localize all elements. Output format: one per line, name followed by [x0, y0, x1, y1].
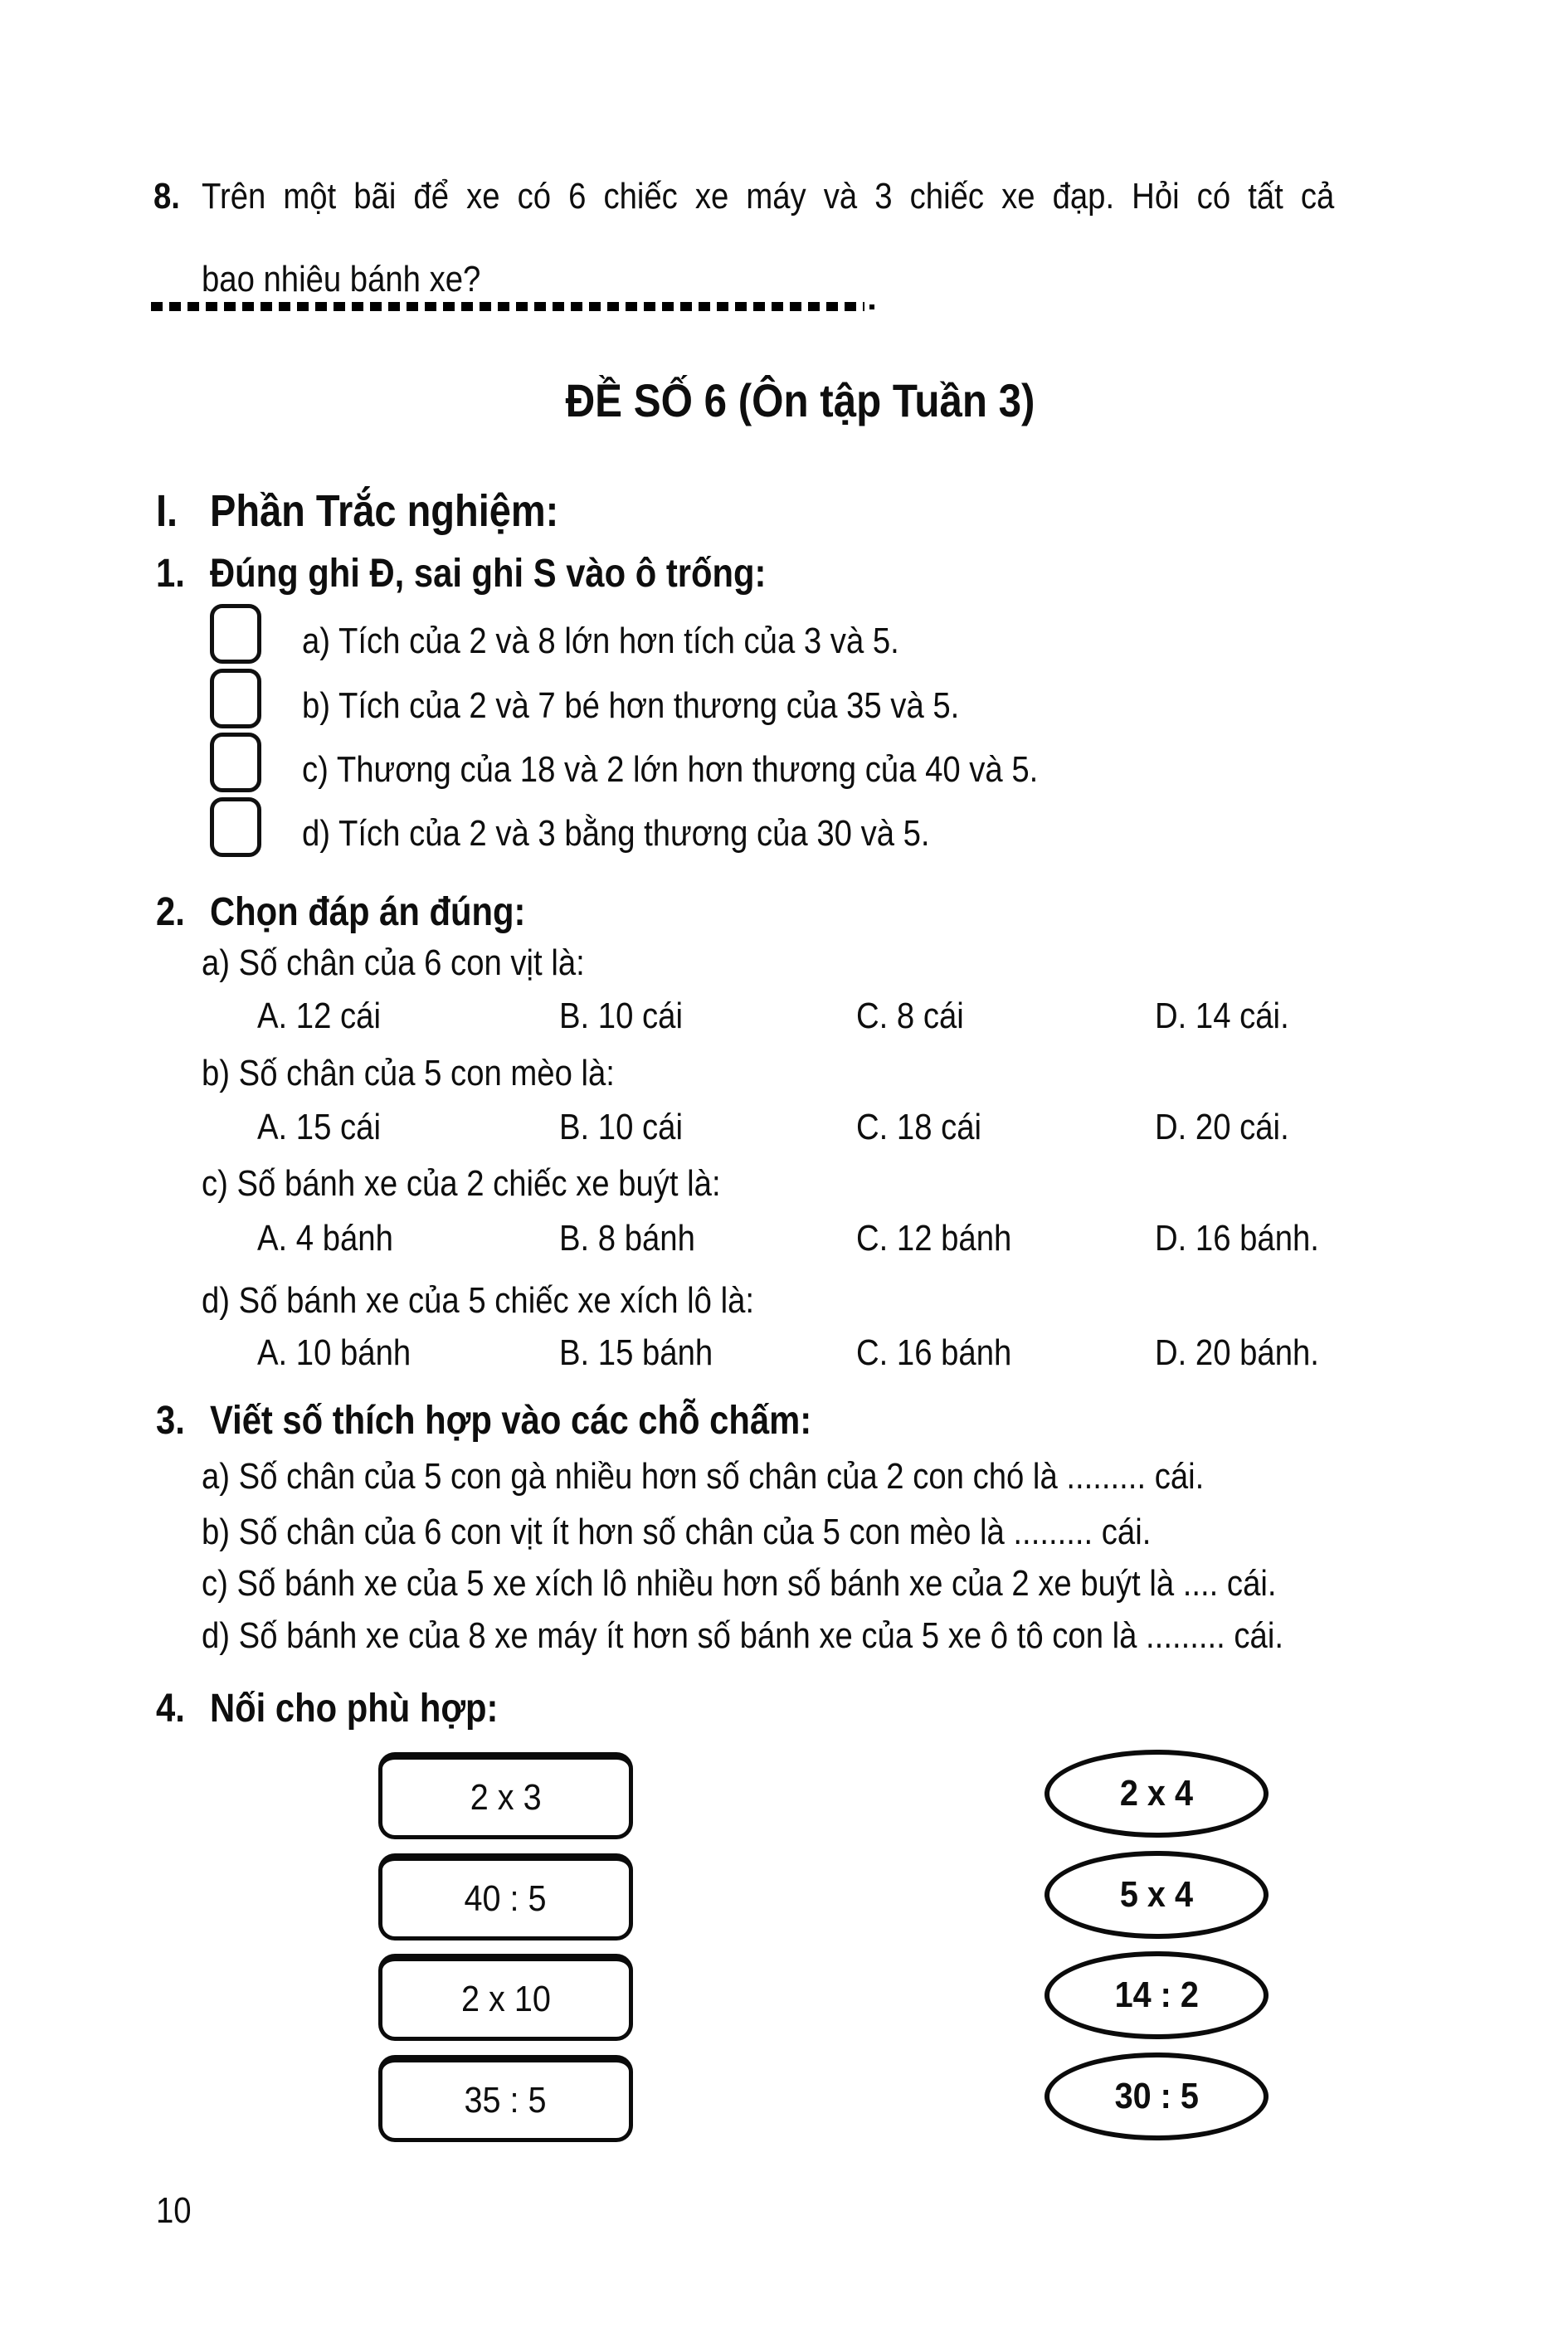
page-number: 10 — [156, 2190, 192, 2231]
q2-prompt-d: d) Số bánh xe của 5 chiếc xe xích lô là: — [202, 1280, 755, 1321]
q4-left-box-1 — [378, 1752, 633, 1839]
q2b-option-C: C. 18 cái — [856, 1107, 982, 1147]
q1-checkbox-c — [210, 733, 261, 792]
q4-left-box-3 — [378, 1954, 633, 2041]
q2a-option-D: D. 14 cái. — [1155, 996, 1289, 1036]
q2-prompt-b: b) Số chân của 5 con mèo là: — [202, 1053, 615, 1093]
q4-right-oval-4-label: 30 : 5 — [1114, 2076, 1199, 2116]
problem8-text-line1: Trên một bãi để xe có 6 chiếc xe máy và 3 chiếc xe đạp. Hỏi có tất cả — [202, 176, 1335, 217]
problem8-number: 8. — [153, 176, 180, 217]
q2d-option-A: A. 10 bánh — [257, 1332, 411, 1373]
q2c-option-A: A. 4 bánh — [257, 1218, 393, 1259]
q2d-option-C: C. 16 bánh — [856, 1332, 1012, 1373]
q4-right-oval-3-label: 14 : 2 — [1114, 1975, 1199, 2015]
q1-heading: Đúng ghi Đ, sai ghi S vào ô trống: — [210, 552, 767, 596]
q3-item-a: a) Số chân của 5 con gà nhiều hơn số chân của 2 con chó là ......... cái. — [202, 1456, 1205, 1497]
page-title-text: ĐỀ SỐ 6 (Ôn tập Tuần 3) — [566, 374, 1035, 426]
q1-checkbox-b — [210, 669, 261, 728]
q3-number: 3. — [156, 1399, 185, 1443]
q4-left-box-4 — [378, 2055, 633, 2142]
q4-left-box-2 — [378, 1853, 633, 1941]
q4-left-box-4-label: 35 : 5 — [464, 2079, 548, 2121]
q2a-option-A: A. 12 cái — [257, 996, 381, 1036]
q4-right-oval-1 — [1045, 1750, 1269, 1838]
q4-left-box-1-label: 2 x 3 — [470, 1776, 542, 1818]
q2b-option-B: B. 10 cái — [559, 1107, 683, 1147]
q1-number: 1. — [156, 552, 185, 596]
q3-item-c: c) Số bánh xe của 5 xe xích lô nhiều hơn số bánh xe của 2 xe buýt là .... cái. — [202, 1563, 1277, 1604]
q2b-option-A: A. 15 cái — [257, 1107, 381, 1147]
q4-right-oval-1-label: 2 x 4 — [1119, 1773, 1194, 1814]
q3-item-d: d) Số bánh xe của 8 xe máy ít hơn số bánh xe của 5 xe ô tô con là ......... cái. — [202, 1615, 1283, 1656]
q4-right-oval-3 — [1045, 1951, 1269, 2039]
q2c-option-C: C. 12 bánh — [856, 1218, 1012, 1259]
q3-heading: Viết số thích hợp vào các chỗ chấm: — [210, 1399, 812, 1443]
q2c-option-B: B. 8 bánh — [559, 1218, 695, 1259]
q3-item-b: b) Số chân của 6 con vịt ít hơn số chân của 5 con mèo là ......... cái. — [202, 1512, 1152, 1552]
q4-right-oval-2-label: 5 x 4 — [1119, 1874, 1194, 1915]
q1-item-c: c) Thương của 18 và 2 lớn hơn thương của 40 và 5. — [302, 749, 1039, 790]
page-title — [153, 373, 1448, 427]
q2a-option-B: B. 10 cái — [559, 996, 683, 1036]
q1-item-d: d) Tích của 2 và 3 bằng thương của 30 và 5. — [302, 813, 930, 854]
q4-left-box-2-label: 40 : 5 — [464, 1877, 548, 1919]
q4-number: 4. — [156, 1687, 185, 1731]
section1-heading: Phần Trắc nghiệm: — [210, 486, 559, 536]
q1-item-a: a) Tích của 2 và 8 lớn hơn tích của 3 và 5. — [302, 621, 899, 661]
q1-checkbox-a — [210, 604, 261, 664]
q4-right-oval-2 — [1045, 1851, 1269, 1939]
q2-prompt-c: c) Số bánh xe của 2 chiếc xe buýt là: — [202, 1163, 721, 1204]
q2a-option-C: C. 8 cái — [856, 996, 964, 1036]
q2d-option-B: B. 15 bánh — [559, 1332, 713, 1373]
q2-heading: Chọn đáp án đúng: — [210, 890, 526, 934]
q2c-option-D: D. 16 bánh. — [1155, 1218, 1319, 1259]
q2d-option-D: D. 20 bánh. — [1155, 1332, 1319, 1373]
q2b-option-D: D. 20 cái. — [1155, 1107, 1289, 1147]
q2-number: 2. — [156, 890, 185, 934]
q4-heading: Nối cho phù hợp: — [210, 1687, 499, 1731]
problem8-text-line2: bao nhiêu bánh xe? — [202, 259, 481, 299]
section1-numeral: I. — [156, 486, 178, 536]
q4-left-box-3-label: 2 x 10 — [460, 1978, 551, 2019]
q1-item-b: b) Tích của 2 và 7 bé hơn thương của 35 và 5. — [302, 685, 960, 726]
q4-right-oval-4 — [1045, 2053, 1269, 2140]
answer-dashed-line — [151, 302, 864, 311]
q2-prompt-a: a) Số chân của 6 con vịt là: — [202, 942, 585, 983]
q1-checkbox-d — [210, 797, 261, 857]
